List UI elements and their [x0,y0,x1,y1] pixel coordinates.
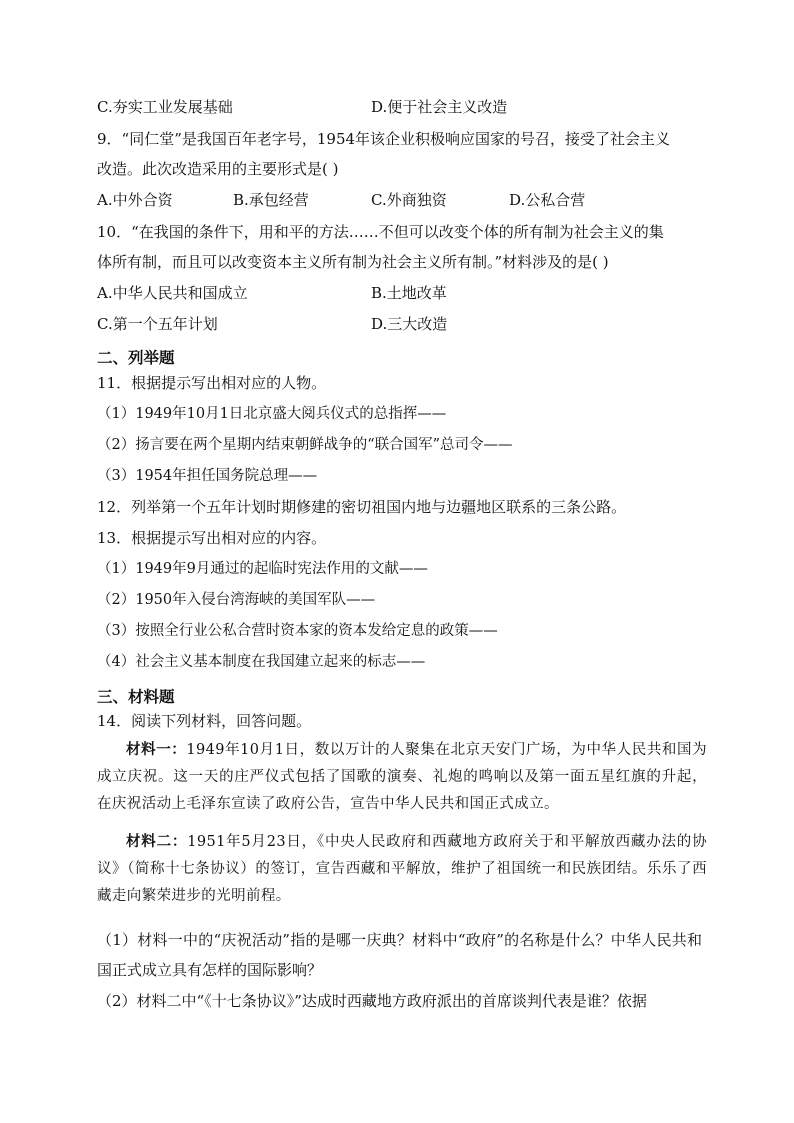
material-one-label: 材料一： [126,742,187,758]
q8-option-c: C.夯实工业发展基础 [97,98,233,116]
q9-option-b: B.承包经营 [233,191,309,209]
q11-item-2: （2）扬言要在两个星期内结束朝鲜战争的“联合国军”总司令—— [97,437,513,453]
q9-option-c: C.外商独资 [371,191,447,209]
q10-option-c: C.第一个五年计划 [97,315,218,333]
q13-item-4: （4）社会主义基本制度在我国建立起来的标志—— [97,654,426,670]
q13-stem: 13．根据提示写出相对应的内容。 [97,529,327,547]
q9-stem-line1: 9．“同仁堂”是我国百年老字号，1954年该企业积极响应国家的号召，接受了社会主义 [97,130,671,148]
q9-option-d: D.公私合营 [509,191,586,209]
material-one-text: 1949年10月1日，数以万计的人聚集在北京天安门广场，为中华人民共和国为成立庆祝。这一天的庄严仪式包括了国歌的演奏、礼炮的鸣响以及第一面五星红旗的升起，在庆祝活动上毛泽东宣读了政府公告，宣告中华人民共和国正式成立。 [97,742,708,812]
section-heading-material: 三、材料题 [97,688,175,706]
q13-item-1: （1）1949年9月通过的起临时宪法作用的文献—— [97,561,428,577]
q10-option-b: B.土地改革 [371,284,447,302]
q10-option-d: D.三大改造 [371,315,448,333]
q13-item-3: （3）按照全行业公私合营时资本家的资本发给定息的政策—— [97,623,498,639]
q14-stem: 14．阅读下列材料，回答问题。 [97,712,312,730]
q10-stem-line1: 10．“在我国的条件下，用和平的方法……不但可以改变个体的所有制为社会主义的集 [97,223,664,241]
q11-item-3: （3）1954年担任国务院总理—— [97,468,318,484]
q10-stem-line2: 体所有制，而且可以改变资本主义所有制为社会主义所有制。”材料涉及的是( ) [97,253,609,271]
q9-option-a: A.中外合资 [97,191,173,209]
q10-option-a: A.中华人民共和国成立 [97,284,248,302]
q11-item-1: （1）1949年10月1日北京盛大阅兵仪式的总指挥—— [97,406,447,422]
material-two-text: 1951年5月23日，《中央人民政府和西藏地方政府关于和平解放西藏办法的协议》（简称十七条协议）的签订，宣告西藏和平解放，维护了祖国统一和民族团结。乐乐了西藏走向繁荣进步的光明前程。 [97,834,707,904]
q9-stem-line2: 改造。此次改造采用的主要形式是( ) [97,160,339,178]
material-one [97,737,707,818]
q12-stem: 12．列举第一个五年计划时期修建的密切祖国内地与边疆地区联系的三条公路。 [97,498,627,516]
q14-sub-2: （2）材料二中“《十七条协议》”达成时西藏地方政府派出的首席谈判代表是谁？依据 [97,992,647,1010]
material-two-label: 材料二： [126,834,188,850]
q13-item-2: （2）1950年入侵台湾海峡的美国军队—— [97,592,376,608]
q11-stem: 11．根据提示写出相对应的人物。 [97,374,327,392]
q8-option-d: D.便于社会主义改造 [371,98,508,116]
q14-sub-1: （1）材料一中的“庆祝活动”指的是哪一庆典？材料中“政府”的名称是什么？中华人民共和国正式成立具有怎样的国际影响？ [97,931,702,979]
section-heading-listing: 二、列举题 [97,349,175,367]
material-two [97,829,707,910]
